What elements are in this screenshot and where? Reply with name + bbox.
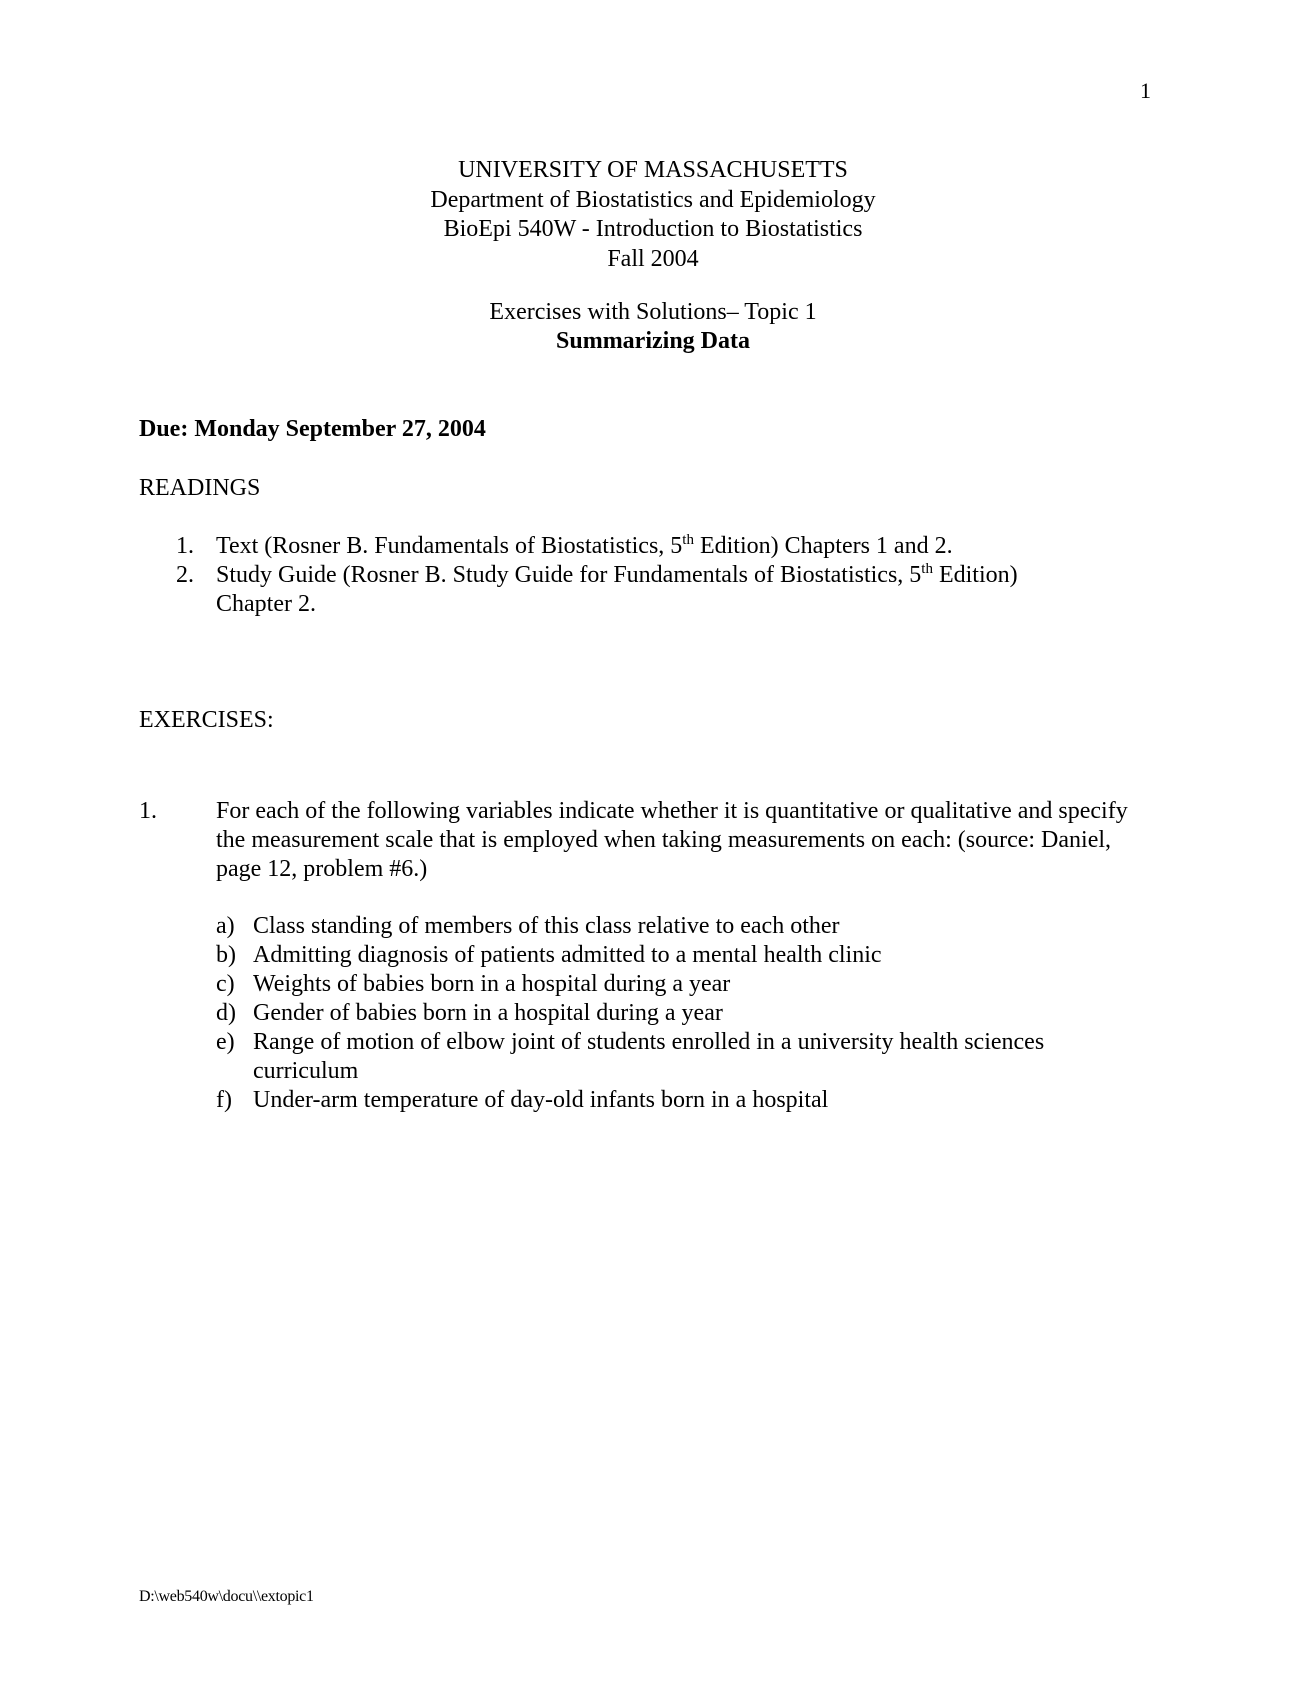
reading-item — [176, 532, 1096, 561]
part-text: Range of motion of elbow joint of students enrolled in a university health sciences curriculum — [253, 1029, 1045, 1084]
part-text: Gender of babies born in a hospital during a year — [253, 1000, 723, 1026]
footer-file-path: D:\web540w\docu\\extopic1 — [139, 1588, 314, 1605]
exercise-part — [216, 1028, 1116, 1086]
reading-number: 1. — [176, 533, 194, 559]
readings-list — [176, 532, 1096, 619]
reading-text: Text (Rosner B. Fundamentals of Biostatistics, 5 — [216, 533, 683, 559]
university-name: UNIVERSITY OF MASSACHUSETTS — [458, 157, 848, 183]
exercise-part — [216, 941, 1116, 970]
exercise-item — [139, 797, 1129, 884]
exercises-heading: EXERCISES: — [139, 707, 274, 733]
part-letter: d) — [216, 1000, 236, 1026]
part-text: Under-arm temperature of day-old infants born in a hospital — [253, 1087, 829, 1113]
subheader-line: Exercises with Solutions– Topic 1 — [489, 299, 817, 325]
part-text: Weights of babies born in a hospital during a year — [253, 971, 731, 997]
part-text: Class standing of members of this class relative to each other — [253, 913, 840, 939]
part-letter: a) — [216, 913, 235, 939]
reading-superscript: th — [682, 532, 694, 548]
due-date: Due: Monday September 27, 2004 — [139, 416, 486, 442]
reading-text: Study Guide (Rosner B. Study Guide for Fundamentals of Biostatistics, 5 — [216, 562, 922, 588]
reading-text-end: Edition) Chapters 1 and 2. — [693, 533, 953, 559]
part-text: Admitting diagnosis of patients admitted to a mental health clinic — [253, 942, 882, 968]
part-letter: b) — [216, 942, 236, 968]
exercise-parts-list — [216, 912, 1116, 1115]
part-letter: e) — [216, 1029, 235, 1055]
document-header — [0, 156, 1306, 274]
reading-text-end: Edition) Chapter 2. — [216, 562, 1018, 617]
exercise-number: 1. — [139, 798, 157, 824]
part-letter: c) — [216, 971, 235, 997]
reading-number: 2. — [176, 562, 194, 588]
reading-superscript: th — [921, 561, 933, 577]
part-letter: f) — [216, 1087, 232, 1113]
exercise-text: For each of the following variables indicate whether it is quantitative or qualitative and specify the measurement scale that is employed when taking measurements on each: (source: Daniel, page 12, problem #6.) — [216, 798, 1128, 882]
document-title: Summarizing Data — [556, 328, 750, 354]
reading-item — [176, 561, 1096, 619]
exercise-part — [216, 970, 1116, 999]
exercise-part — [216, 1086, 1116, 1115]
page-number: 1 — [1140, 78, 1151, 103]
document-subheader — [0, 298, 1306, 356]
exercise-part — [216, 999, 1116, 1028]
exercise-part — [216, 912, 1116, 941]
course-name: BioEpi 540W - Introduction to Biostatistics — [443, 216, 863, 242]
term: Fall 2004 — [607, 245, 699, 272]
readings-heading: READINGS — [139, 475, 261, 501]
department-name: Department of Biostatistics and Epidemiology — [430, 186, 876, 213]
